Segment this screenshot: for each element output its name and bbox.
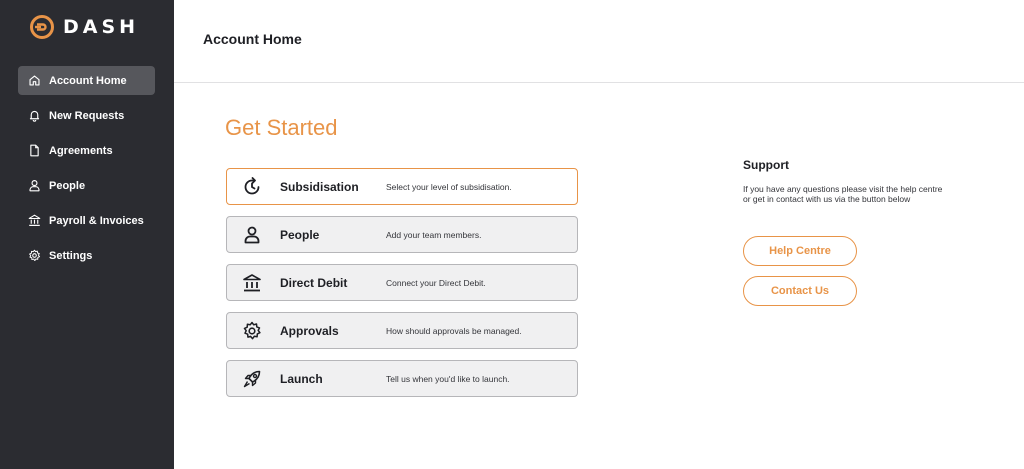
sidebar-item-agreements[interactable] <box>18 136 155 165</box>
person-icon <box>242 225 262 245</box>
get-started-heading: Get Started <box>225 115 338 140</box>
bell-icon <box>28 109 41 122</box>
support-text: If you have any questions please visit the help centre or get in contact with us via the button below <box>743 184 943 204</box>
page-header <box>174 0 1024 83</box>
sidebar-item-label: People <box>49 179 86 192</box>
dash-logo-icon <box>30 15 54 39</box>
step-direct-debit[interactable] <box>226 264 578 301</box>
logo[interactable] <box>30 15 139 39</box>
sidebar-item-payroll-invoices[interactable] <box>18 206 155 235</box>
sidebar <box>0 0 174 469</box>
bank-icon <box>242 273 262 293</box>
step-description: Connect your Direct Debit. <box>386 277 486 288</box>
rocket-icon <box>242 369 262 389</box>
sidebar-item-label: Agreements <box>49 144 113 157</box>
step-name: People <box>280 227 320 242</box>
brand-name: DASH <box>63 16 140 38</box>
sidebar-item-new-requests[interactable] <box>18 101 155 130</box>
step-approvals[interactable] <box>226 312 578 349</box>
refresh-icon <box>242 177 262 197</box>
step-launch[interactable] <box>226 360 578 397</box>
sidebar-item-label: Account Home <box>49 74 127 87</box>
home-icon <box>28 74 41 87</box>
step-description: Tell us when you'd like to launch. <box>386 373 510 384</box>
help-centre-button[interactable]: Help Centre <box>743 236 857 266</box>
sidebar-item-settings[interactable] <box>18 241 155 270</box>
sidebar-nav <box>18 66 155 276</box>
step-name: Subsidisation <box>280 179 359 194</box>
step-description: How should approvals be managed. <box>386 325 522 336</box>
document-icon <box>28 144 41 157</box>
step-subsidisation[interactable] <box>226 168 578 205</box>
gear-icon <box>28 249 41 262</box>
sidebar-item-people[interactable] <box>18 171 155 200</box>
onboarding-steps <box>226 168 578 408</box>
step-name: Direct Debit <box>280 275 348 290</box>
step-description: Add your team members. <box>386 229 482 240</box>
step-description: Select your level of subsidisation. <box>386 181 512 192</box>
person-icon <box>28 179 41 192</box>
step-name: Approvals <box>280 323 339 338</box>
step-name: Launch <box>280 371 323 386</box>
page-title: Account Home <box>203 31 302 47</box>
step-people[interactable] <box>226 216 578 253</box>
bank-icon <box>28 214 41 227</box>
contact-us-button[interactable]: Contact Us <box>743 276 857 306</box>
gear-icon <box>242 321 262 341</box>
sidebar-item-label: Payroll & Invoices <box>49 214 144 227</box>
sidebar-item-label: Settings <box>49 249 93 262</box>
sidebar-item-label: New Requests <box>49 109 125 122</box>
sidebar-item-account-home[interactable] <box>18 66 155 95</box>
support-panel <box>743 158 948 297</box>
support-title: Support <box>743 158 789 172</box>
